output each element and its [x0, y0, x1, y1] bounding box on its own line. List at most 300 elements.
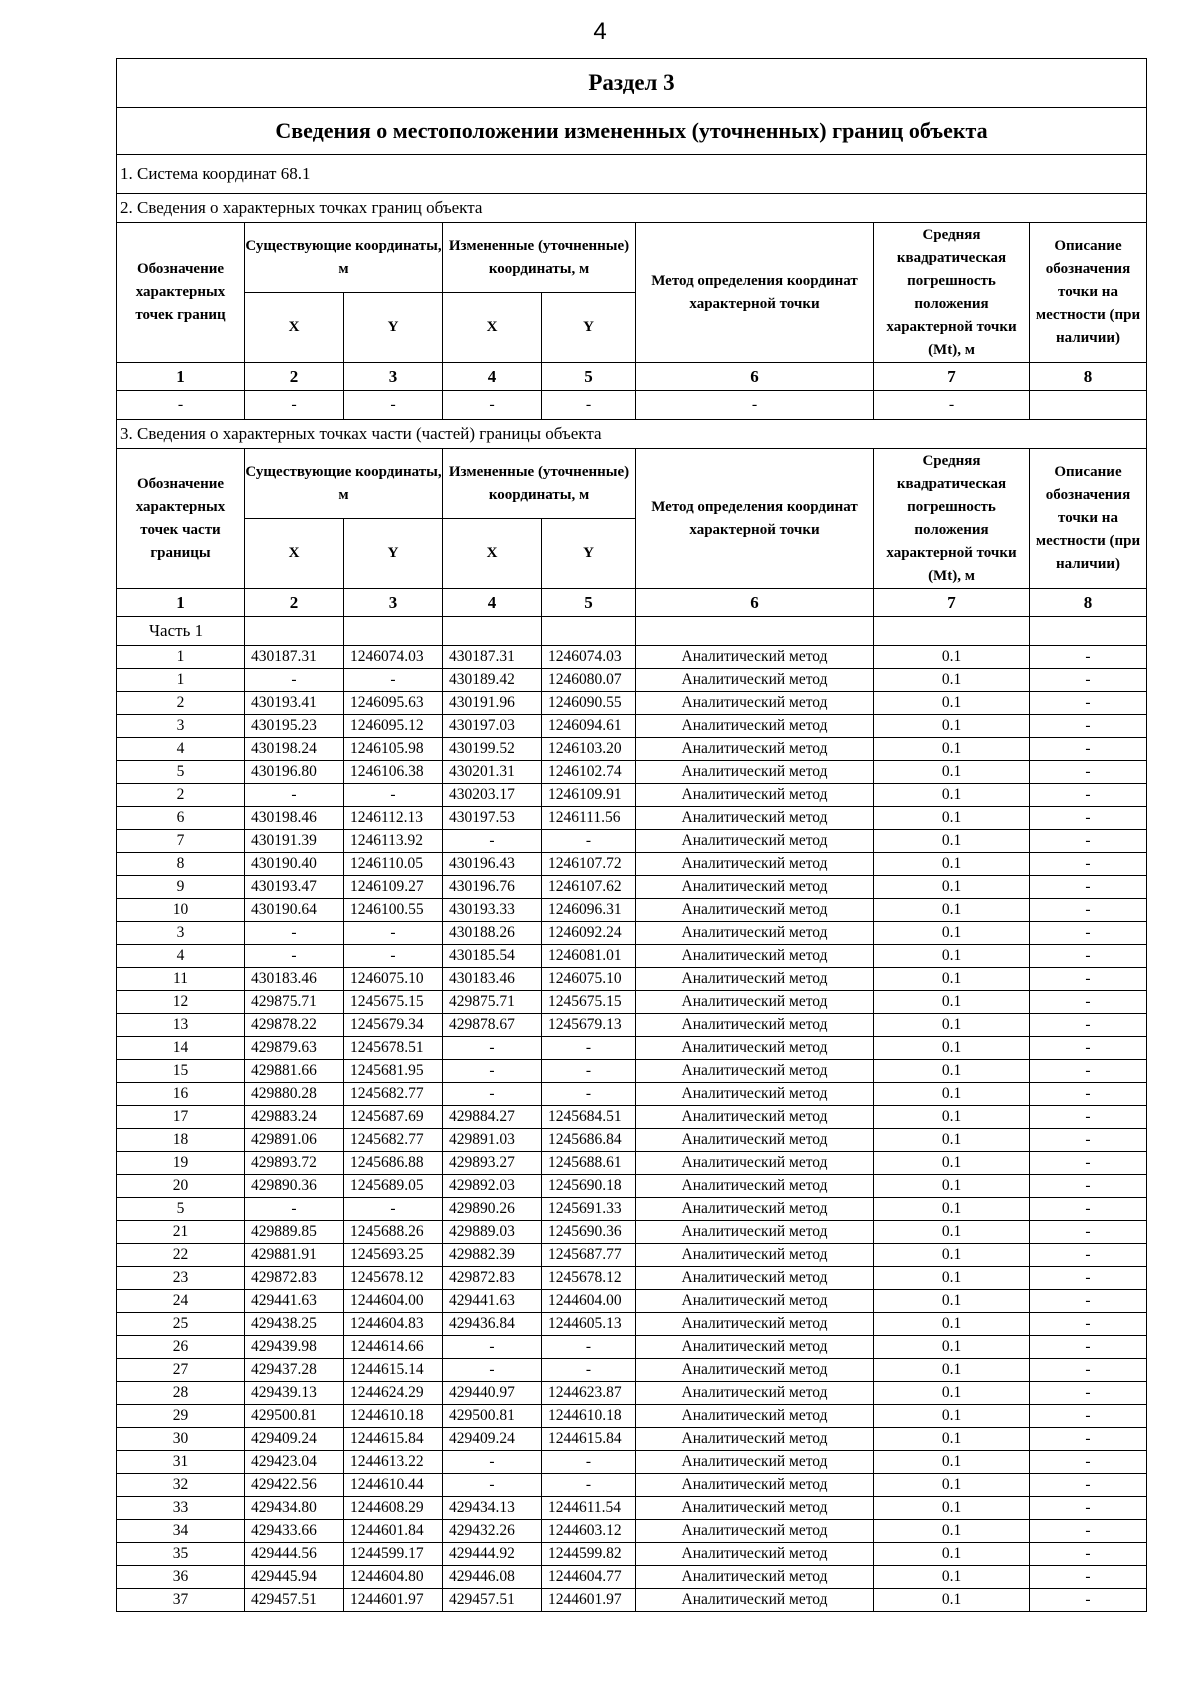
point-number-cell: 37: [117, 1589, 245, 1612]
changed-y-cell: 1244604.77: [542, 1566, 636, 1589]
method-cell: Аналитический метод: [636, 1014, 874, 1037]
description-cell: -: [1030, 1451, 1147, 1474]
changed-x-cell: 429457.51: [443, 1589, 542, 1612]
description-cell: -: [1030, 1359, 1147, 1382]
description-cell: -: [1030, 1382, 1147, 1405]
table-row: [117, 784, 1147, 807]
accuracy-cell: 0.1: [874, 1290, 1030, 1313]
accuracy-cell: 0.1: [874, 1543, 1030, 1566]
table-row: [117, 830, 1147, 853]
existing-x-cell: 430187.31: [245, 646, 344, 669]
method-cell: Аналитический метод: [636, 1106, 874, 1129]
description-cell: -: [1030, 853, 1147, 876]
header-y: Y: [542, 519, 636, 589]
existing-x-cell: 429441.63: [245, 1290, 344, 1313]
accuracy-cell: 0.1: [874, 1198, 1030, 1221]
method-cell: Аналитический метод: [636, 922, 874, 945]
column-number: 2: [245, 589, 344, 617]
changed-y-cell: -: [542, 1037, 636, 1060]
section-2-cell: -: [344, 391, 443, 420]
method-cell: Аналитический метод: [636, 646, 874, 669]
description-cell: -: [1030, 1589, 1147, 1612]
method-cell: Аналитический метод: [636, 1083, 874, 1106]
table-row: [117, 1290, 1147, 1313]
changed-y-cell: 1246074.03: [542, 646, 636, 669]
accuracy-cell: 0.1: [874, 761, 1030, 784]
existing-y-cell: 1245681.95: [344, 1060, 443, 1083]
table-row: [117, 1543, 1147, 1566]
table-row: [117, 1336, 1147, 1359]
column-number: 1: [117, 363, 245, 391]
method-cell: Аналитический метод: [636, 1152, 874, 1175]
header-x: X: [443, 293, 542, 363]
point-number-cell: 3: [117, 715, 245, 738]
method-cell: Аналитический метод: [636, 1566, 874, 1589]
method-cell: Аналитический метод: [636, 991, 874, 1014]
existing-y-cell: 1246110.05: [344, 853, 443, 876]
table-row: [117, 761, 1147, 784]
accuracy-cell: 0.1: [874, 1428, 1030, 1451]
table-row: [117, 922, 1147, 945]
empty-cell: [874, 617, 1030, 646]
method-cell: Аналитический метод: [636, 1221, 874, 1244]
changed-y-cell: -: [542, 1083, 636, 1106]
existing-y-cell: 1244613.22: [344, 1451, 443, 1474]
changed-x-cell: 430191.96: [443, 692, 542, 715]
method-cell: Аналитический метод: [636, 761, 874, 784]
changed-x-cell: 429446.08: [443, 1566, 542, 1589]
changed-x-cell: 429440.97: [443, 1382, 542, 1405]
description-cell: -: [1030, 1267, 1147, 1290]
description-cell: -: [1030, 692, 1147, 715]
existing-y-cell: 1244599.17: [344, 1543, 443, 1566]
existing-x-cell: 429883.24: [245, 1106, 344, 1129]
changed-x-cell: 429890.26: [443, 1198, 542, 1221]
accuracy-cell: 0.1: [874, 968, 1030, 991]
changed-x-cell: -: [443, 1060, 542, 1083]
method-cell: Аналитический метод: [636, 692, 874, 715]
method-cell: Аналитический метод: [636, 669, 874, 692]
existing-x-cell: 430196.80: [245, 761, 344, 784]
changed-y-cell: 1245686.84: [542, 1129, 636, 1152]
method-cell: Аналитический метод: [636, 1428, 874, 1451]
changed-x-cell: 429893.27: [443, 1152, 542, 1175]
changed-x-cell: 430183.46: [443, 968, 542, 991]
section-3-title: 3. Сведения о характерных точках части (частей) границы объекта: [117, 420, 1147, 449]
point-number-cell: 34: [117, 1520, 245, 1543]
method-cell: Аналитический метод: [636, 1198, 874, 1221]
accuracy-cell: 0.1: [874, 1497, 1030, 1520]
point-number-cell: 33: [117, 1497, 245, 1520]
point-number-cell: 5: [117, 761, 245, 784]
method-cell: Аналитический метод: [636, 1589, 874, 1612]
table-row: [117, 1244, 1147, 1267]
existing-x-cell: 429891.06: [245, 1129, 344, 1152]
accuracy-cell: 0.1: [874, 991, 1030, 1014]
existing-y-cell: 1245689.05: [344, 1175, 443, 1198]
existing-y-cell: 1244614.66: [344, 1336, 443, 1359]
table-row: [117, 669, 1147, 692]
table-row: [117, 876, 1147, 899]
changed-x-cell: 430185.54: [443, 945, 542, 968]
accuracy-cell: 0.1: [874, 669, 1030, 692]
description-cell: -: [1030, 1313, 1147, 1336]
method-cell: Аналитический метод: [636, 1244, 874, 1267]
point-number-cell: 1: [117, 646, 245, 669]
accuracy-cell: 0.1: [874, 876, 1030, 899]
changed-y-cell: 1245690.18: [542, 1175, 636, 1198]
section-2-cell: -: [874, 391, 1030, 420]
existing-x-cell: 429875.71: [245, 991, 344, 1014]
table-row: [117, 1198, 1147, 1221]
changed-y-cell: 1244599.82: [542, 1543, 636, 1566]
header-existing: Существующие координаты, м: [245, 223, 443, 293]
changed-y-cell: 1246109.91: [542, 784, 636, 807]
existing-x-cell: -: [245, 669, 344, 692]
point-number-cell: 7: [117, 830, 245, 853]
method-cell: Аналитический метод: [636, 1336, 874, 1359]
section-2-cell: -: [443, 391, 542, 420]
method-cell: Аналитический метод: [636, 899, 874, 922]
point-number-cell: 5: [117, 1198, 245, 1221]
table-row: [117, 715, 1147, 738]
accuracy-cell: 0.1: [874, 1129, 1030, 1152]
description-cell: -: [1030, 1405, 1147, 1428]
header-point: Обозначение характерных точек части границы: [117, 449, 245, 589]
table-row: [117, 646, 1147, 669]
changed-x-cell: 429444.92: [443, 1543, 542, 1566]
point-number-cell: 20: [117, 1175, 245, 1198]
existing-x-cell: 430198.46: [245, 807, 344, 830]
table-row: [117, 1152, 1147, 1175]
existing-x-cell: 429879.63: [245, 1037, 344, 1060]
section-2-cell: -: [245, 391, 344, 420]
existing-x-cell: 430190.64: [245, 899, 344, 922]
point-number-cell: 1: [117, 669, 245, 692]
changed-x-cell: -: [443, 1359, 542, 1382]
method-cell: Аналитический метод: [636, 830, 874, 853]
changed-y-cell: -: [542, 1060, 636, 1083]
description-cell: -: [1030, 899, 1147, 922]
column-number: 8: [1030, 363, 1147, 391]
changed-y-cell: 1246090.55: [542, 692, 636, 715]
table-row: [117, 1405, 1147, 1428]
empty-cell: [1030, 617, 1147, 646]
point-number-cell: 19: [117, 1152, 245, 1175]
accuracy-cell: 0.1: [874, 1014, 1030, 1037]
existing-x-cell: 429439.13: [245, 1382, 344, 1405]
existing-y-cell: 1244601.97: [344, 1589, 443, 1612]
changed-y-cell: 1244611.54: [542, 1497, 636, 1520]
existing-y-cell: 1246095.12: [344, 715, 443, 738]
page-number: 4: [593, 18, 607, 45]
point-number-cell: 11: [117, 968, 245, 991]
point-number-cell: 25: [117, 1313, 245, 1336]
point-number-cell: 35: [117, 1543, 245, 1566]
changed-y-cell: 1246092.24: [542, 922, 636, 945]
changed-y-cell: 1245687.77: [542, 1244, 636, 1267]
accuracy-cell: 0.1: [874, 1152, 1030, 1175]
existing-y-cell: 1246105.98: [344, 738, 443, 761]
existing-x-cell: -: [245, 784, 344, 807]
changed-x-cell: 430197.53: [443, 807, 542, 830]
column-number: 7: [874, 363, 1030, 391]
method-cell: Аналитический метод: [636, 1543, 874, 1566]
changed-x-cell: 429500.81: [443, 1405, 542, 1428]
method-cell: Аналитический метод: [636, 1313, 874, 1336]
accuracy-cell: 0.1: [874, 692, 1030, 715]
empty-cell: [636, 617, 874, 646]
existing-x-cell: 430190.40: [245, 853, 344, 876]
accuracy-cell: 0.1: [874, 899, 1030, 922]
changed-x-cell: 430197.03: [443, 715, 542, 738]
changed-x-cell: 429434.13: [443, 1497, 542, 1520]
section-2-cell: -: [636, 391, 874, 420]
changed-x-cell: 430199.52: [443, 738, 542, 761]
changed-x-cell: 429884.27: [443, 1106, 542, 1129]
point-number-cell: 16: [117, 1083, 245, 1106]
table-row: [117, 945, 1147, 968]
existing-y-cell: 1245682.77: [344, 1083, 443, 1106]
existing-y-cell: -: [344, 945, 443, 968]
existing-x-cell: -: [245, 945, 344, 968]
point-number-cell: 29: [117, 1405, 245, 1428]
changed-y-cell: -: [542, 1451, 636, 1474]
section-2-title: 2. Сведения о характерных точках границ объекта: [117, 194, 1147, 223]
point-number-cell: 26: [117, 1336, 245, 1359]
existing-y-cell: 1245679.34: [344, 1014, 443, 1037]
table-row: [117, 807, 1147, 830]
changed-x-cell: 429441.63: [443, 1290, 542, 1313]
existing-x-cell: 429434.80: [245, 1497, 344, 1520]
changed-y-cell: 1245679.13: [542, 1014, 636, 1037]
existing-y-cell: 1244615.14: [344, 1359, 443, 1382]
changed-x-cell: -: [443, 1474, 542, 1497]
method-cell: Аналитический метод: [636, 1405, 874, 1428]
method-cell: Аналитический метод: [636, 1037, 874, 1060]
header-y: Y: [344, 519, 443, 589]
changed-x-cell: 429878.67: [443, 1014, 542, 1037]
description-cell: -: [1030, 1198, 1147, 1221]
column-number: 4: [443, 589, 542, 617]
accuracy-cell: 0.1: [874, 646, 1030, 669]
description-cell: -: [1030, 761, 1147, 784]
method-cell: Аналитический метод: [636, 1474, 874, 1497]
existing-y-cell: 1246100.55: [344, 899, 443, 922]
accuracy-cell: 0.1: [874, 715, 1030, 738]
table-row: [117, 692, 1147, 715]
description-cell: -: [1030, 830, 1147, 853]
section-3-table: [116, 58, 1147, 1612]
changed-y-cell: 1244601.97: [542, 1589, 636, 1612]
point-number-cell: 12: [117, 991, 245, 1014]
existing-x-cell: 429500.81: [245, 1405, 344, 1428]
changed-y-cell: 1246103.20: [542, 738, 636, 761]
table-row: [117, 1359, 1147, 1382]
section-2-cell: -: [542, 391, 636, 420]
part-label: Часть 1: [117, 617, 245, 646]
accuracy-cell: 0.1: [874, 922, 1030, 945]
existing-x-cell: 430195.23: [245, 715, 344, 738]
header-description: Описание обозначения точки на местности (при наличии): [1030, 449, 1147, 589]
existing-y-cell: -: [344, 922, 443, 945]
existing-y-cell: 1245678.51: [344, 1037, 443, 1060]
method-cell: Аналитический метод: [636, 715, 874, 738]
table-row: [117, 1520, 1147, 1543]
changed-x-cell: 429875.71: [443, 991, 542, 1014]
description-cell: -: [1030, 1474, 1147, 1497]
changed-x-cell: 429409.24: [443, 1428, 542, 1451]
existing-y-cell: 1245682.77: [344, 1129, 443, 1152]
changed-y-cell: 1244610.18: [542, 1405, 636, 1428]
header-y: Y: [344, 293, 443, 363]
table-row: [117, 1497, 1147, 1520]
description-cell: -: [1030, 1060, 1147, 1083]
changed-x-cell: 430189.42: [443, 669, 542, 692]
changed-x-cell: -: [443, 1336, 542, 1359]
description-cell: -: [1030, 715, 1147, 738]
header-description: Описание обозначения точки на местности (при наличии): [1030, 223, 1147, 363]
description-cell: -: [1030, 1290, 1147, 1313]
changed-y-cell: -: [542, 830, 636, 853]
method-cell: Аналитический метод: [636, 784, 874, 807]
changed-x-cell: 430196.43: [443, 853, 542, 876]
existing-y-cell: 1246113.92: [344, 830, 443, 853]
method-cell: Аналитический метод: [636, 1497, 874, 1520]
description-cell: -: [1030, 1175, 1147, 1198]
point-number-cell: 3: [117, 922, 245, 945]
header-point: Обозначение характерных точек границ: [117, 223, 245, 363]
changed-x-cell: -: [443, 1037, 542, 1060]
table-row: [117, 1313, 1147, 1336]
changed-x-cell: 429882.39: [443, 1244, 542, 1267]
changed-y-cell: 1246107.62: [542, 876, 636, 899]
header-existing: Существующие координаты, м: [245, 449, 443, 519]
changed-y-cell: 1245675.15: [542, 991, 636, 1014]
changed-y-cell: 1245684.51: [542, 1106, 636, 1129]
existing-x-cell: 429438.25: [245, 1313, 344, 1336]
existing-y-cell: 1245686.88: [344, 1152, 443, 1175]
existing-y-cell: 1244604.80: [344, 1566, 443, 1589]
header-method: Метод определения координат характерной точки: [636, 449, 874, 589]
accuracy-cell: 0.1: [874, 945, 1030, 968]
point-number-cell: 18: [117, 1129, 245, 1152]
existing-y-cell: 1245693.25: [344, 1244, 443, 1267]
accuracy-cell: 0.1: [874, 1267, 1030, 1290]
accuracy-cell: 0.1: [874, 784, 1030, 807]
changed-y-cell: 1244603.12: [542, 1520, 636, 1543]
accuracy-cell: 0.1: [874, 807, 1030, 830]
point-number-cell: 10: [117, 899, 245, 922]
table-row: [117, 853, 1147, 876]
accuracy-cell: 0.1: [874, 1244, 1030, 1267]
point-number-cell: 22: [117, 1244, 245, 1267]
method-cell: Аналитический метод: [636, 1290, 874, 1313]
point-number-cell: 24: [117, 1290, 245, 1313]
existing-x-cell: 430191.39: [245, 830, 344, 853]
table-row: [117, 1474, 1147, 1497]
empty-cell: [542, 617, 636, 646]
description-cell: -: [1030, 1221, 1147, 1244]
description-cell: -: [1030, 1336, 1147, 1359]
section-subtitle: Сведения о местоположении измененных (уточненных) границ объекта: [117, 108, 1147, 155]
existing-x-cell: 429881.66: [245, 1060, 344, 1083]
changed-x-cell: 430203.17: [443, 784, 542, 807]
changed-y-cell: 1246111.56: [542, 807, 636, 830]
table-row: [117, 968, 1147, 991]
method-cell: Аналитический метод: [636, 968, 874, 991]
existing-y-cell: 1246095.63: [344, 692, 443, 715]
table-row: [117, 1382, 1147, 1405]
accuracy-cell: 0.1: [874, 1060, 1030, 1083]
changed-y-cell: 1246107.72: [542, 853, 636, 876]
accuracy-cell: 0.1: [874, 1359, 1030, 1382]
description-cell: -: [1030, 669, 1147, 692]
accuracy-cell: 0.1: [874, 1313, 1030, 1336]
point-number-cell: 4: [117, 945, 245, 968]
existing-x-cell: 430193.47: [245, 876, 344, 899]
point-number-cell: 27: [117, 1359, 245, 1382]
accuracy-cell: 0.1: [874, 1405, 1030, 1428]
description-cell: -: [1030, 807, 1147, 830]
document-body: [116, 58, 1146, 1612]
changed-y-cell: 1246075.10: [542, 968, 636, 991]
changed-y-cell: 1245691.33: [542, 1198, 636, 1221]
description-cell: -: [1030, 646, 1147, 669]
changed-x-cell: 430193.33: [443, 899, 542, 922]
table-row: [117, 991, 1147, 1014]
table-row: [117, 1106, 1147, 1129]
header-changed: Измененные (уточненные) координаты, м: [443, 223, 636, 293]
changed-x-cell: 429432.26: [443, 1520, 542, 1543]
changed-y-cell: -: [542, 1336, 636, 1359]
point-number-cell: 17: [117, 1106, 245, 1129]
accuracy-cell: 0.1: [874, 738, 1030, 761]
accuracy-cell: 0.1: [874, 1083, 1030, 1106]
description-cell: -: [1030, 1428, 1147, 1451]
changed-y-cell: 1244604.00: [542, 1290, 636, 1313]
existing-x-cell: 429878.22: [245, 1014, 344, 1037]
description-cell: -: [1030, 945, 1147, 968]
changed-y-cell: 1246080.07: [542, 669, 636, 692]
existing-x-cell: 429423.04: [245, 1451, 344, 1474]
accuracy-cell: 0.1: [874, 1382, 1030, 1405]
existing-x-cell: 429881.91: [245, 1244, 344, 1267]
accuracy-cell: 0.1: [874, 1221, 1030, 1244]
table-row: [117, 1428, 1147, 1451]
existing-x-cell: 429457.51: [245, 1589, 344, 1612]
method-cell: Аналитический метод: [636, 876, 874, 899]
point-number-cell: 2: [117, 784, 245, 807]
table-row: [117, 1221, 1147, 1244]
existing-y-cell: -: [344, 1198, 443, 1221]
changed-y-cell: 1246102.74: [542, 761, 636, 784]
changed-x-cell: 429889.03: [443, 1221, 542, 1244]
description-cell: -: [1030, 876, 1147, 899]
description-cell: -: [1030, 1543, 1147, 1566]
existing-y-cell: -: [344, 784, 443, 807]
changed-x-cell: 430188.26: [443, 922, 542, 945]
method-cell: Аналитический метод: [636, 738, 874, 761]
column-number: 4: [443, 363, 542, 391]
header-accuracy: Средняя квадратическая погрешность положения характерной точки (Mt), м: [874, 449, 1030, 589]
existing-y-cell: -: [344, 669, 443, 692]
table-row: [117, 1083, 1147, 1106]
accuracy-cell: 0.1: [874, 1451, 1030, 1474]
column-number: 1: [117, 589, 245, 617]
existing-y-cell: 1246075.10: [344, 968, 443, 991]
column-number: 6: [636, 363, 874, 391]
